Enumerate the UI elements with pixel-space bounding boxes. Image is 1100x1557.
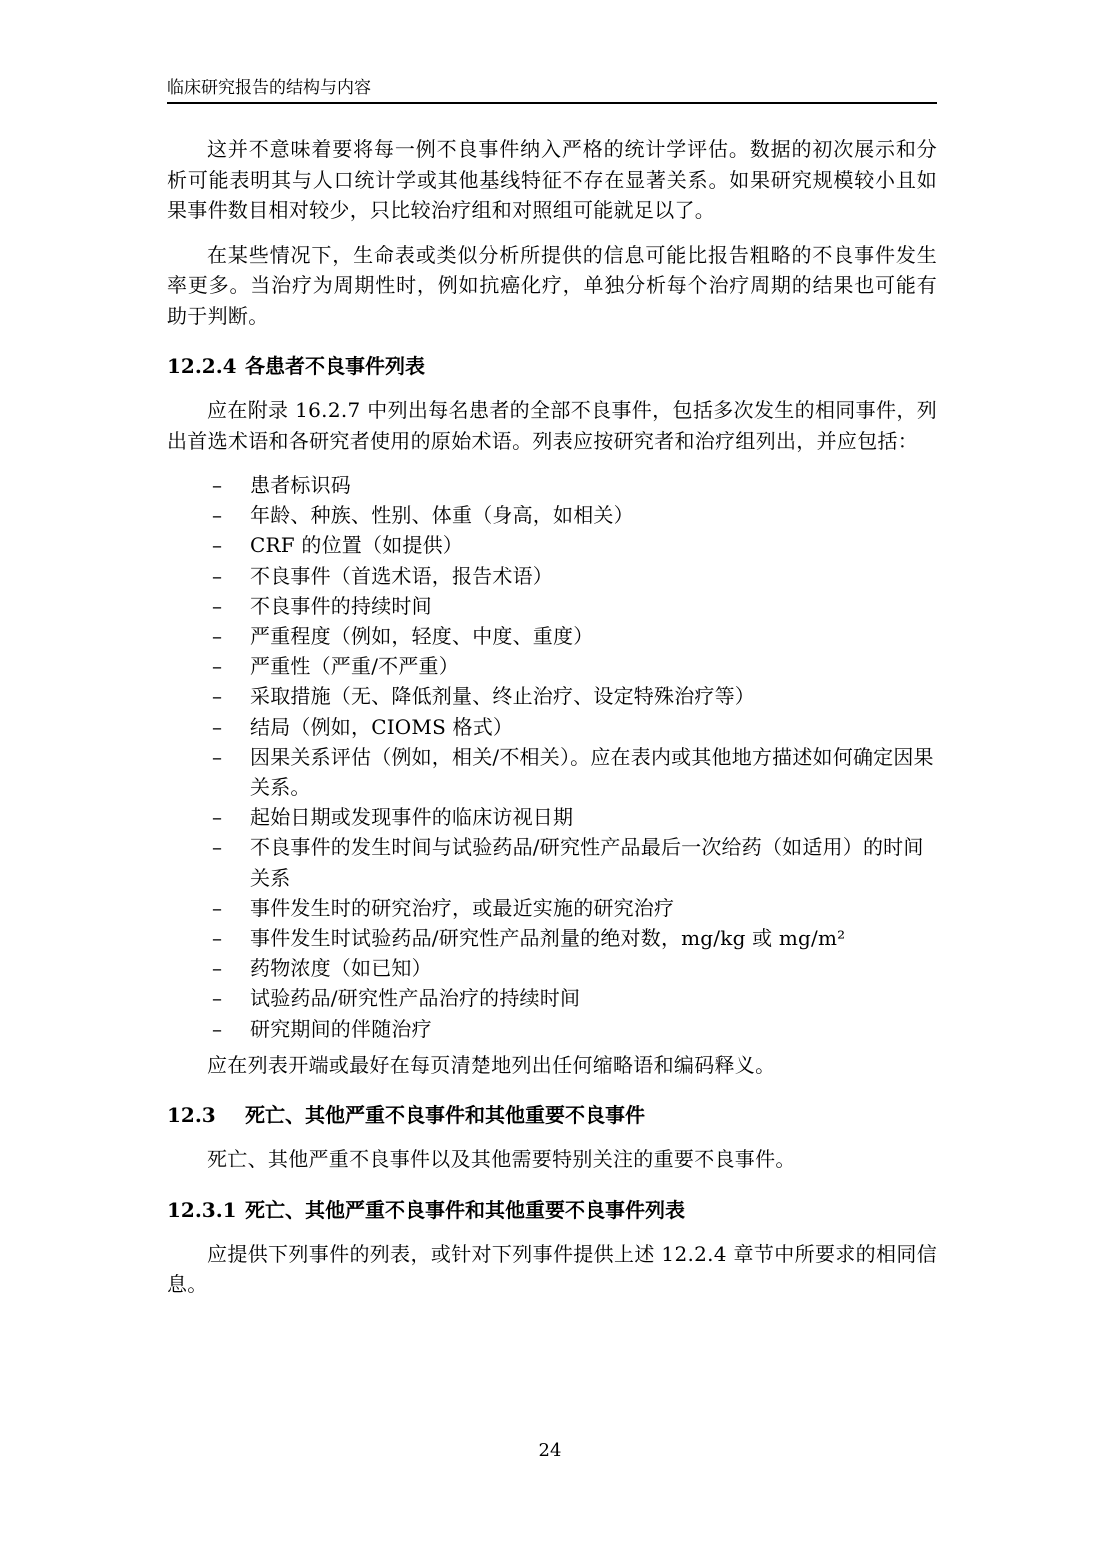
page-content [167, 134, 937, 1314]
section-heading-12-3-1 [167, 1195, 937, 1225]
list-item: – 试验药品/研究性产品治疗的持续时间 [212, 986, 581, 1011]
paragraph-2: 在某些情况下，生命表或类似分析所提供的信息可能比报告粗略的不良事件发生率更多。当治疗为周期性时，例如抗癌化疗，单独分析每个治疗周期的结果也可能有助于判断。 [167, 242, 937, 328]
list-item: – 事件发生时试验药品/研究性产品剂量的绝对数，mg/kg 或 mg/m² [212, 926, 846, 951]
section-title: 死亡、其他严重不良事件和其他重要不良事件 [245, 1103, 645, 1128]
section-12-3-1-text: 应提供下列事件的列表，或针对下列事件提供上述 12.2.4 章节中所要求的相同信息。 [167, 1241, 937, 1297]
list-item: – 研究期间的伴随治疗 [212, 1016, 432, 1041]
list-item: – 事件发生时的研究治疗，或最近实施的研究治疗 [212, 895, 675, 920]
list-item: – 严重性（严重/不严重） [212, 654, 459, 679]
list-item: – 严重程度（例如，轻度、中度、重度） [212, 624, 594, 649]
list-item: – 起始日期或发现事件的临床访视日期 [212, 805, 574, 830]
paragraph-1: 这并不意味着要将每一例不良事件纳入严格的统计学评估。数据的初次展示和分析可能表明其与人口统计学或其他基线特征不存在显著关系。如果研究规模较小且如果事件数目相对较少，只比较治疗组和对照组可能就足以了。 [167, 137, 937, 222]
list-item: – 患者标识码 [212, 473, 351, 497]
section-heading-12-2-4 [167, 351, 937, 381]
running-header: 临床研究报告的结构与内容 [167, 76, 937, 104]
section-12-3-text: 死亡、其他严重不良事件以及其他需要特别关注的重要不良事件。 [207, 1147, 796, 1172]
list-item: – 不良事件的持续时间 [212, 593, 432, 618]
section-12-2-4-intro: 应在附录 16.2.7 中列出每名患者的全部不良事件，包括多次发生的相同事件，列出首选术语和各研究者使用的原始术语。列表应按研究者和治疗组列出，并应包括： [167, 398, 937, 453]
list-item: – 采取措施（无、降低剂量、终止治疗、设定特殊治疗等） [212, 684, 755, 709]
page-number: 24 [538, 1440, 562, 1461]
section-12-2-4-closing: 应在列表开端或最好在每页清楚地列出任何缩略语和编码释义。 [207, 1052, 776, 1077]
list-item: – 药物浓度（如已知） [212, 956, 432, 981]
list-item: – CRF 的位置（如提供） [212, 533, 463, 558]
section-number: 12.2.4 [167, 354, 237, 378]
section-heading-12-3 [167, 1100, 937, 1130]
adverse-event-listing-items [167, 470, 937, 1044]
section-title: 各患者不良事件列表 [245, 354, 425, 378]
list-item: – 结局（例如，CIOMS 格式） [212, 714, 514, 739]
section-title: 死亡、其他严重不良事件和其他重要不良事件列表 [245, 1197, 685, 1222]
section-number: 12.3.1 [167, 1197, 237, 1222]
list-item: – 不良事件的发生时间与试验药品/研究性产品最后一次给药（如适用）的时间关系 [212, 835, 924, 890]
list-item: – 年龄、种族、性别、体重（身高，如相关） [212, 503, 634, 528]
section-number: 12.3 [167, 1103, 216, 1128]
list-item: – 不良事件（首选术语，报告术语） [212, 563, 553, 588]
list-item: – 因果关系评估（例如，相关/不相关）。应在表内或其他地方描述如何确定因果关系。 [212, 744, 934, 800]
